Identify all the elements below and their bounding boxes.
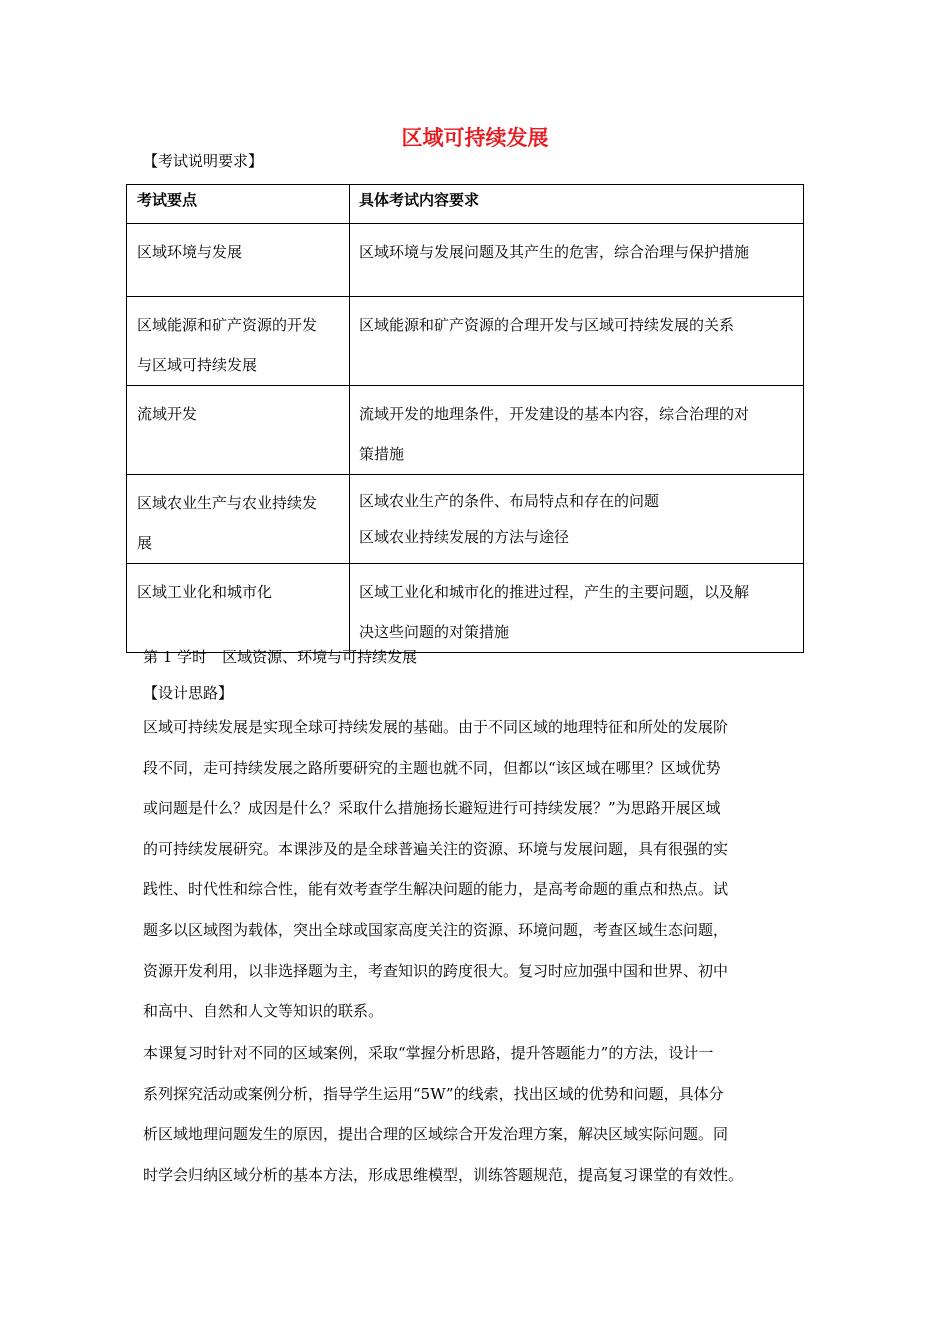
- cell-line: 流域开发: [137, 405, 198, 423]
- paragraph-1: [143, 707, 807, 1032]
- table-header-point: 考试要点: [127, 185, 350, 224]
- cell-line: 区域农业持续发展的方法与途径: [359, 528, 570, 546]
- table-row: [127, 297, 804, 386]
- paragraph-line: 践性、时代性和综合性，能有效考查学生解决问题的能力，是高考命题的重点和热点。试: [143, 880, 729, 899]
- cell-line: 区域工业化和城市化的推进过程，产生的主要问题，以及解: [359, 583, 750, 601]
- table-cell-point: [127, 297, 350, 386]
- cell-line: 流域开发的地理条件，开发建设的基本内容，综合治理的对: [359, 405, 750, 423]
- table-row: [127, 224, 804, 297]
- table-row: [127, 564, 804, 653]
- design-heading: 【设计思路】: [143, 684, 234, 702]
- paragraph-line: 的可持续发展研究。本课涉及的是全球普遍关注的资源、环境与发展问题，具有很强的实: [143, 839, 729, 858]
- table-cell-point: [127, 475, 350, 564]
- table-cell-content: [350, 564, 804, 653]
- paragraph-line: 或问题是什么？成因是什么？采取什么措施扬长避短进行可持续发展？”为思路开展区域: [143, 799, 721, 818]
- cell-line: 区域工业化和城市化: [137, 583, 273, 601]
- table-cell-point: [127, 224, 350, 297]
- document-title: 区域可持续发展: [401, 126, 549, 150]
- paragraph-line: 系列探究活动或案例分析，指导学生运用“5W”的线索，找出区域的优势和问题，具体分: [143, 1084, 724, 1103]
- paragraph-line: 资源开发利用，以非选择题为主，考查知识的跨度很大。复习时应加强中国和世界、初中: [143, 961, 729, 980]
- cell-line: 区域环境与发展问题及其产生的危害，综合治理与保护措施: [359, 243, 750, 261]
- paragraph-line: 题多以区域图为载体，突出全球或国家高度关注的资源、环境问题，考查区域生态问题，: [143, 920, 729, 939]
- lesson-title: 第 1 学时 区域资源、环境与可持续发展: [143, 648, 418, 666]
- table-cell-content: [350, 475, 804, 564]
- cell-line: 区域农业生产的条件、布局特点和存在的问题: [359, 492, 660, 510]
- cell-line: 策措施: [359, 445, 405, 463]
- paragraph-line: 段不同，走可持续发展之路所要研究的主题也就不同，但都以“该区域在哪里？区域优势: [143, 758, 721, 777]
- cell-line: 决这些问题的对策措施: [359, 623, 510, 641]
- table-cell-content: [350, 386, 804, 475]
- cell-line: 与区域可持续发展: [137, 356, 258, 374]
- table-cell-content: [350, 297, 804, 386]
- table-header-row: [127, 185, 804, 224]
- cell-line: 区域环境与发展: [137, 243, 243, 261]
- table-cell-point: [127, 564, 350, 653]
- paragraph-line: 和高中、自然和人文等知识的联系。: [143, 1002, 384, 1021]
- cell-line: 区域能源和矿产资源的开发: [137, 316, 318, 334]
- paragraph-line: 区域可持续发展是实现全球可持续发展的基础。由于不同区域的地理特征和所处的发展阶: [143, 718, 729, 736]
- cell-line: 展: [137, 534, 153, 552]
- cell-line: 区域能源和矿产资源的合理开发与区域可持续发展的关系: [359, 316, 735, 334]
- paragraph-line: 析区域地理问题发生的原因，提出合理的区域综合开发治理方案，解决区域实际问题。同: [143, 1125, 729, 1144]
- paragraph-line: 本课复习时针对不同的区域案例，采取“掌握分析思路，提升答题能力”的方法，设计一: [143, 1044, 714, 1062]
- table-cell-point: [127, 386, 350, 475]
- exam-requirements-table: [126, 184, 804, 653]
- cell-line: 区域农业生产与农业持续发: [137, 494, 318, 512]
- paragraph-line: 时学会归纳区域分析的基本方法，形成思维模型，训练答题规范，提高复习课堂的有效性。: [143, 1165, 744, 1184]
- paragraph-2: [143, 1033, 807, 1195]
- table-row: [127, 475, 804, 564]
- exam-requirements-heading: 【考试说明要求】: [143, 152, 264, 170]
- table-header-content: 具体考试内容要求: [350, 185, 804, 224]
- table-row: [127, 386, 804, 475]
- table-cell-content: [350, 224, 804, 297]
